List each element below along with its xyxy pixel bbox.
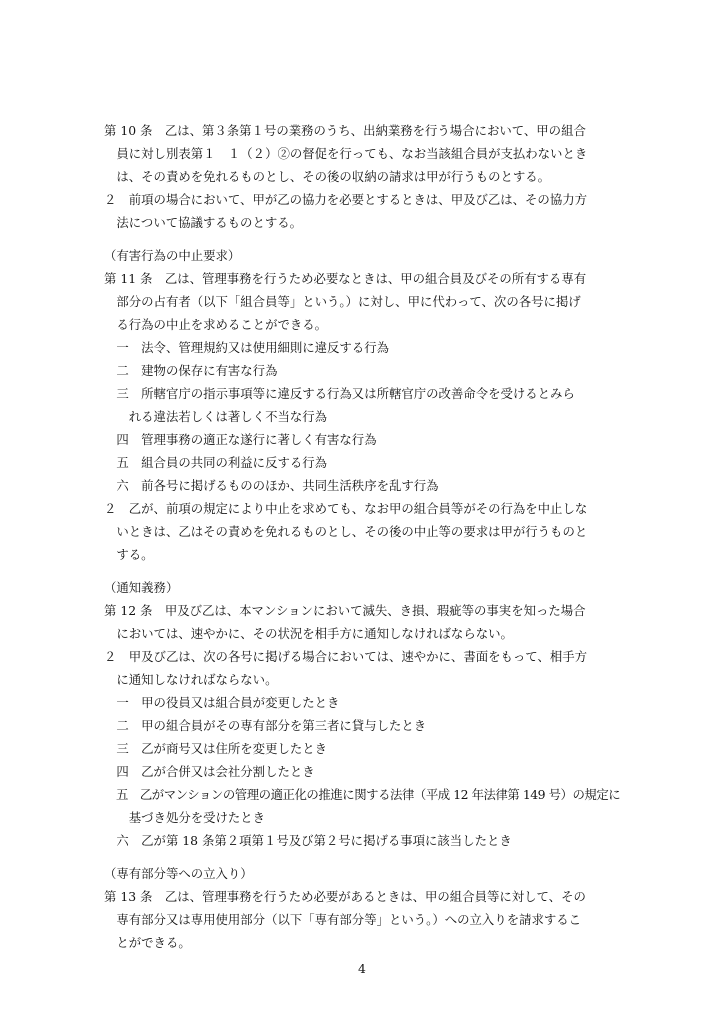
article-11-item-5: 五 組合員の共同の利益に反する行為	[104, 455, 328, 470]
article-12-line-1: 第 12 条 甲及び乙は、本マンションにおいて滅失、き損、瑕疵等の事実を知った場合	[104, 603, 586, 618]
article-11-item-6: 六 前各号に掲げるもののほか、共同生活秩序を乱す行為	[104, 478, 439, 493]
article-12-para-2-line-1: ２ 甲及び乙は、次の各号に掲げる場合においては、速やかに、書面をもって、相手方	[104, 649, 587, 664]
article-11-para-2-line-2: いときは、乙はその責めを免れるものとし、その後の中止等の要求は甲が行うものと	[104, 524, 588, 539]
article-12-item-2: 二 甲の組合員がその専有部分を第三者に貸与したとき	[104, 718, 427, 733]
article-10-line-1: 第 10 条 乙は、第３条第１号の業務のうち、出納業務を行う場合において、甲の組合	[104, 123, 586, 138]
article-13-line-3: とができる。	[104, 935, 191, 950]
article-11-item-3-line-2: れる違法若しくは著しく不当な行為	[104, 409, 328, 424]
article-11-item-2: 二 建物の保存に有害な行為	[104, 363, 278, 378]
article-10-para-2-line-1: ２ 前項の場合において、甲が乙の協力を必要とするときは、甲及び乙は、その協力方	[104, 192, 587, 207]
article-11-item-4: 四 管理事務の適正な遂行に著しく有害な行為	[104, 432, 377, 447]
article-11-para-2-line-1: ２ 乙が、前項の規定により中止を求めても、なお甲の組合員等がその行為を中止しな	[104, 501, 588, 516]
article-11-para-2-line-3: する。	[104, 547, 154, 562]
heading-notification-duty: （通知義務）	[104, 580, 179, 595]
article-11-item-1: 一 法令、管理規約又は使用細則に違反する行為	[104, 340, 389, 355]
article-13-line-2: 専有部分又は専用使用部分（以下「専有部分等」という。）への立入りを請求するこ	[104, 912, 582, 927]
article-11-line-3: る行為の中止を求めることができる。	[104, 317, 328, 332]
article-11-item-3-line-1: 三 所轄官庁の指示事項等に違反する行為又は所轄官庁の改善命令を受けるとみら	[104, 386, 575, 401]
article-11-line-1: 第 11 条 乙は、管理事務を行うため必要なときは、甲の組合員及びその所有する専有	[104, 271, 587, 286]
article-10-line-2: 員に対し別表第１ １（２）②の督促を行っても、なお当該組合員が支払わないとき	[104, 146, 588, 161]
article-12-item-3: 三 乙が商号又は住所を変更したとき	[104, 741, 328, 756]
article-10-line-3: は、その責めを免れるものとし、その後の収納の請求は甲が行うものとする。	[104, 169, 551, 184]
article-10-para-2-line-2: 法について協議するものとする。	[104, 215, 303, 230]
article-12-para-2-line-2: に通知しなければならない。	[104, 672, 278, 687]
article-13-line-1: 第 13 条 乙は、管理事務を行うため必要があるときは、甲の組合員等に対して、その	[104, 889, 586, 904]
page-number: 4	[358, 961, 366, 976]
article-12-item-4: 四 乙が合併又は会社分割したとき	[104, 764, 315, 779]
article-12-item-6: 六 乙が第 18 条第２項第１号及び第２号に掲げる事項に該当したとき	[104, 833, 512, 848]
heading-entry-to-units: （専有部分等への立入り）	[104, 866, 253, 881]
heading-harmful-acts: （有害行為の中止要求）	[104, 248, 241, 263]
article-12-item-5-line-2: 基づき処分を受けたとき	[104, 810, 266, 825]
article-12-item-5-line-1: 五 乙がマンションの管理の適正化の推進に関する法律（平成 12 年法律第 149 号）の規定に	[104, 787, 621, 802]
article-12-item-1: 一 甲の役員又は組合員が変更したとき	[104, 695, 340, 710]
article-11-line-2: 部分の占有者（以下「組合員等」という。）に対し、甲に代わって、次の各号に掲げ	[104, 294, 581, 309]
article-12-line-2: においては、速やかに、その状況を相手方に通知しなければならない。	[104, 626, 513, 641]
